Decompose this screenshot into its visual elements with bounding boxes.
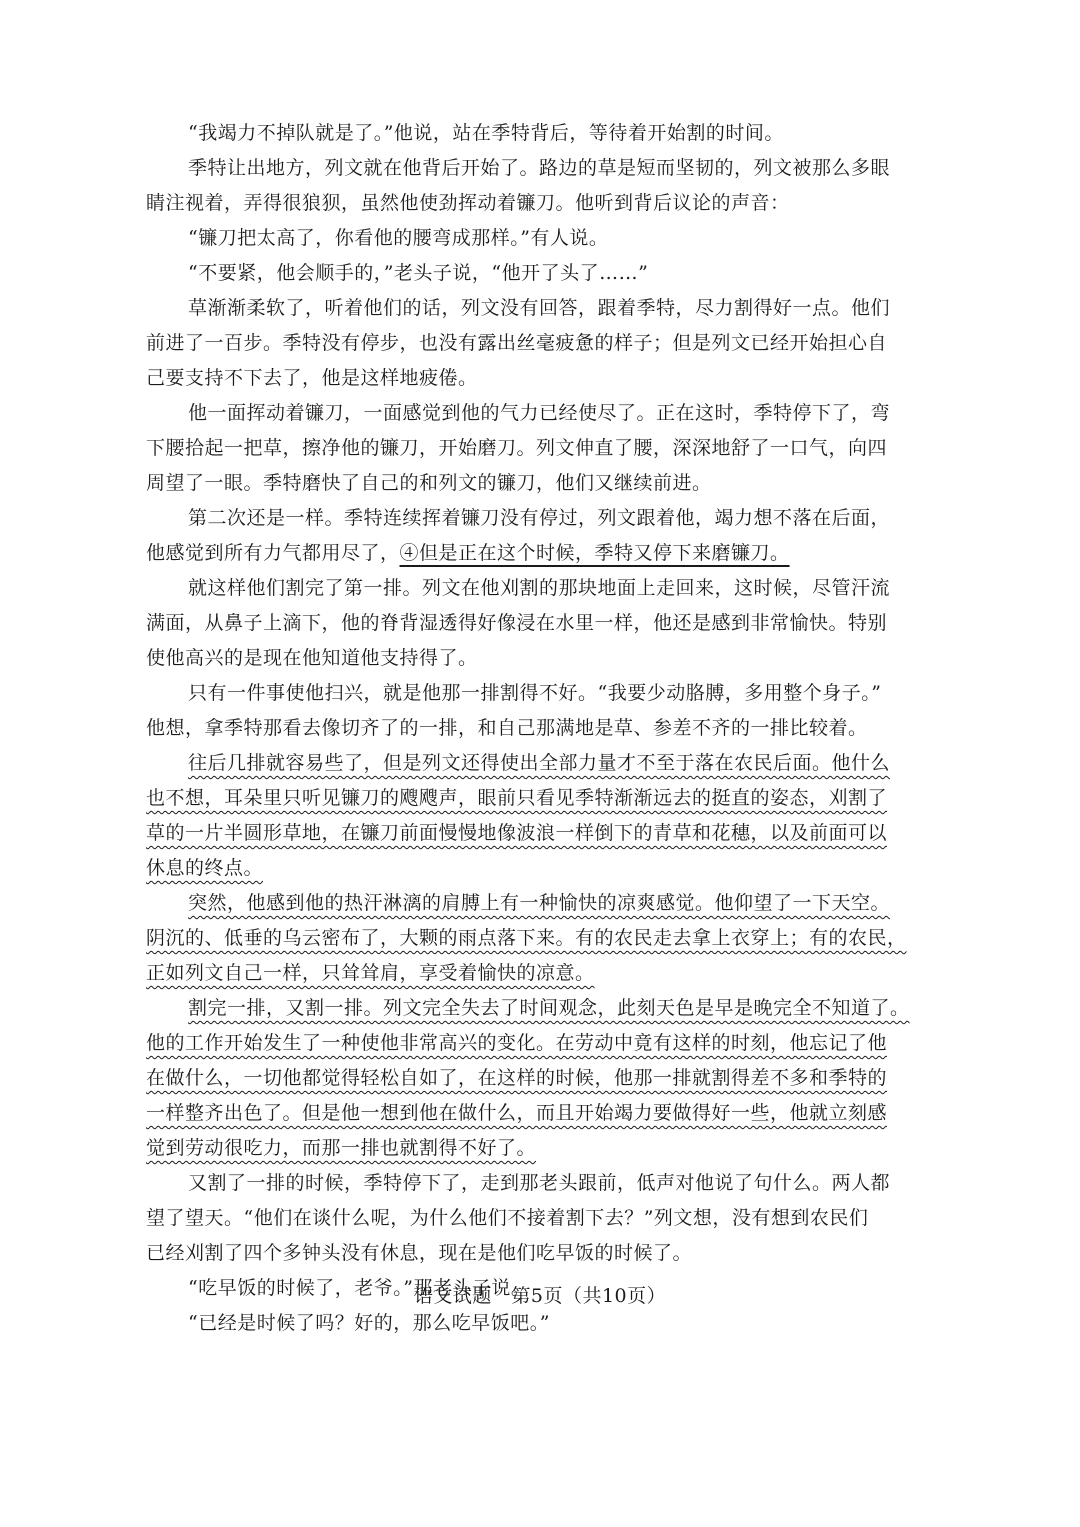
paragraph-line: “镰刀把太高了，你看他的腰弯成那样。”有人说。 [188, 227, 609, 249]
wavy-underlined-line: 往后几排就容易些了，但是列文还得使出全部力量才不至于落在农民后面。他什么 [188, 752, 891, 774]
wavy-underlined-line: 割完一排，又割一排。列文完全失去了时间观念，此刻天色是早是晚完全不知道了。 [188, 997, 910, 1019]
wavy-underlined-line: 他的工作开始发生了一种使他非常高兴的变化。在劳动中竟有这样的时刻，他忘记了他 [146, 1032, 888, 1054]
paragraph-line: “吃早饭的时候了，老爷。”那老头子说。 [188, 1277, 531, 1299]
paragraph-line [146, 536, 946, 571]
paragraph-line: 又割了一排的时候，季特停下了，走到那老头跟前，低声对他说了句什么。两人都 [188, 1172, 891, 1194]
paragraph-line: 己要支持不下去了，他是这样地疲倦。 [146, 367, 478, 389]
paragraph-line: 前进了一百步。季特没有停步，也没有露出丝毫疲惫的样子；但是列文已经开始担心自 [146, 332, 888, 354]
wavy-underlined-line: 在做什么，一切他都觉得轻松自如了，在这样的时候，他那一排就割得差不多和季特的 [146, 1067, 888, 1089]
paragraph-line: 第二次还是一样。季特连续挥着镰刀没有停过，列文跟着他，竭力想不落在后面， [188, 507, 891, 529]
paragraph-line: 满面，从鼻子上滴下，他的脊背湿透得好像浸在水里一样，他还是感到非常愉快。特别 [146, 612, 888, 634]
paragraph-line: 只有一件事使他扫兴，就是他那一排割得不好。“我要少动胳膊，多用整个身子。” [188, 682, 882, 704]
paragraph-line: 下腰拾起一把草，擦净他的镰刀，开始磨刀。列文伸直了腰，深深地舒了一口气，向四 [146, 437, 888, 459]
wavy-underlined-line: 阴沉的、低垂的乌云密布了，大颗的雨点落下来。有的农民走去拿上衣穿上；有的农民， [146, 927, 907, 949]
wavy-underlined-line: 草的一片半圆形草地，在镰刀前面慢慢地像波浪一样倒下的青草和花穗，以及前面可以 [146, 822, 888, 844]
underlined-sentence-4: ④但是正在这个时候，季特又停下来磨镰刀。 [399, 542, 790, 564]
paragraph-line: 季特让出地方，列文就在他背后开始了。路边的草是短而坚韧的，列文被那么多眼 [188, 157, 891, 179]
article-body [146, 116, 946, 1341]
paragraph-line: 周望了一眼。季特磨快了自己的和列文的镰刀，他们又继续前进。 [146, 472, 712, 494]
wavy-underlined-line: 突然，他感到他的热汗淋漓的肩膊上有一种愉快的凉爽感觉。他仰望了一下天空。 [188, 892, 891, 914]
paragraph-line: 他一面挥动着镰刀，一面感觉到他的气力已经使尽了。正在这时，季特停下了，弯 [188, 402, 891, 424]
paragraph-line: “我竭力不掉队就是了。”他说，站在季特背后，等待着开始割的时间。 [188, 122, 784, 144]
paragraph-line: 就这样他们割完了第一排。列文在他刈割的那块地面上走回来，这时候，尽管汗流 [188, 577, 891, 599]
paragraph-line: 他想，拿季特那看去像切齐了的一排，和自己那满地是草、参差不齐的一排比较着。 [146, 717, 868, 739]
plain-segment: 他感觉到所有力气都用尽了， [146, 542, 400, 564]
paragraph-line: 睛注视着，弄得很狼狈，虽然他使劲挥动着镰刀。他听到背后议论的声音： [146, 192, 790, 214]
paragraph-line: 使他高兴的是现在他知道他支持得了。 [146, 647, 478, 669]
paragraph-line: 草渐渐柔软了，听着他们的话，列文没有回答，跟着季特，尽力割得好一点。他们 [188, 297, 891, 319]
paragraph-line: 已经刈割了四个多钟头没有休息，现在是他们吃早饭的时候了。 [146, 1242, 693, 1264]
paragraph-line: 望了望天。“他们在谈什么呢，为什么他们不接着割下去？”列文想，没有想到农民们 [146, 1207, 869, 1229]
wavy-underlined-line: 正如列文自己一样，只耸耸肩，享受着愉快的凉意。 [146, 962, 595, 984]
wavy-underlined-line: 觉到劳动很吃力，而那一排也就割得不好了。 [146, 1137, 537, 1159]
wavy-underlined-line: 休息的终点。 [146, 857, 264, 879]
wavy-underlined-line: 也不想，耳朵里只听见镰刀的飕飕声，眼前只看见季特渐渐远去的挺直的姿态，刈割了 [146, 787, 888, 809]
paragraph-line: “已经是时候了吗？好的，那么吃早饭吧。” [188, 1312, 550, 1334]
wavy-underlined-line: 一样整齐出色了。但是他一想到他在做什么，而且开始竭力要做得好一些，他就立刻感 [146, 1102, 888, 1124]
page-footer: 语文试题 第5页（共10页） [413, 1285, 667, 1307]
paragraph-line: “不要紧，他会顺手的，”老头子说，“他开了头了……” [188, 262, 649, 284]
